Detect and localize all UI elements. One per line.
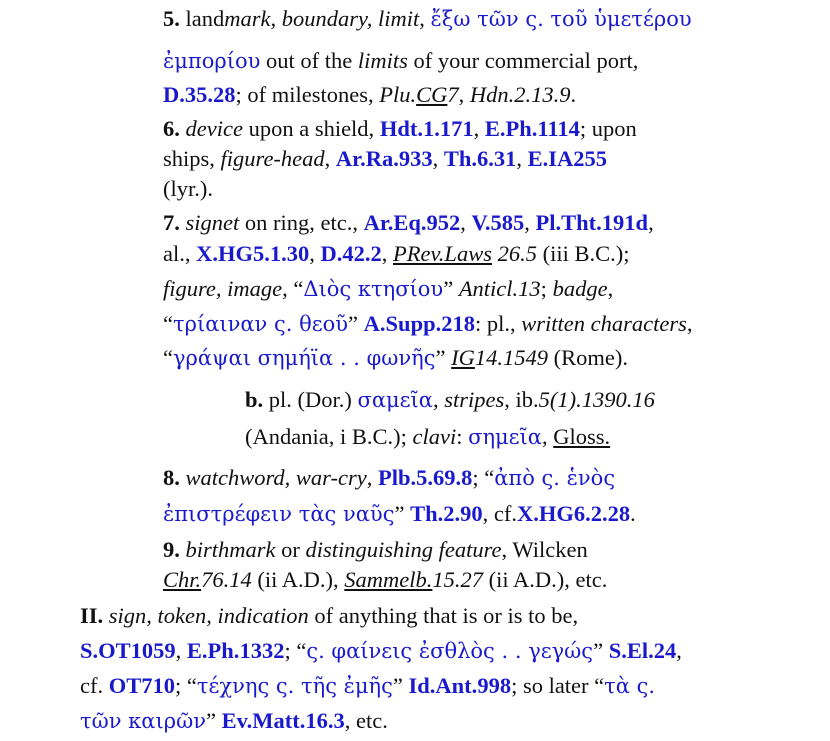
sense-9-line-2 xyxy=(163,565,607,595)
sense-9-line-1 xyxy=(163,535,588,565)
citation-link[interactable]: S. xyxy=(80,638,99,663)
greek-quote: τὰ ς. xyxy=(604,674,656,698)
text: , xyxy=(309,241,321,266)
sense-number: 9. xyxy=(163,537,180,562)
greek-quote: ἀπὸ ς. ἑνὸς xyxy=(494,466,616,490)
citation-link[interactable]: X. xyxy=(196,241,218,266)
text: ; “ xyxy=(175,673,197,698)
text: of anything that is or is to be, xyxy=(308,603,579,628)
text: : pl., xyxy=(474,311,522,336)
citation-text: PRev.Laws xyxy=(393,241,492,266)
citation-link[interactable]: Ant. xyxy=(435,673,478,698)
sense-6-line-1 xyxy=(163,114,637,144)
citation-text: Sammelb. xyxy=(344,567,433,592)
text: land xyxy=(179,6,225,31)
citation-link[interactable]: Ph. xyxy=(505,116,538,141)
sense-8-line-2 xyxy=(163,499,636,529)
citation-link[interactable]: Supp. xyxy=(385,311,442,336)
citation-link[interactable]: Eq. xyxy=(393,210,427,235)
text: pl. (Dor.) xyxy=(263,387,358,412)
citation-link[interactable]: HG xyxy=(218,241,254,266)
citation-link[interactable]: E. xyxy=(186,638,208,663)
sense-number: b. xyxy=(245,387,264,412)
sense-7b-line-2 xyxy=(245,422,610,452)
text: , ib. xyxy=(504,387,539,412)
citation-link[interactable]: 255 xyxy=(573,146,608,171)
text: ” xyxy=(443,276,459,301)
sense-number: 6. xyxy=(163,116,180,141)
text: ; “ xyxy=(472,465,495,490)
sense-6-line-2 xyxy=(163,144,607,174)
text: ” xyxy=(593,638,609,663)
citation-link[interactable]: 1059 xyxy=(130,638,176,663)
citation-text: Hdn.2.13.9 xyxy=(469,82,571,107)
citation-text: Gloss. xyxy=(553,424,611,449)
sense-7-line-3 xyxy=(163,274,613,304)
citation-text: Anticl.13 xyxy=(458,276,541,301)
sense-II-line-3 xyxy=(80,671,655,701)
text: , xyxy=(676,638,682,663)
sense-5-line-3 xyxy=(163,80,576,110)
text: (ii A.D.), xyxy=(251,567,345,592)
citation-link[interactable]: E. xyxy=(527,146,549,171)
citation-link[interactable]: Ar. xyxy=(335,146,366,171)
citation-link[interactable]: 933 xyxy=(398,146,433,171)
text: , xyxy=(419,6,431,31)
text: : xyxy=(456,424,469,449)
citation-text: 14.1549 xyxy=(474,345,549,370)
sense-7-line-5 xyxy=(163,343,628,373)
text: ” xyxy=(205,708,222,733)
text: , xyxy=(524,210,536,235)
text: cf. xyxy=(80,673,109,698)
text: , xyxy=(460,210,472,235)
citation-link[interactable]: Plb.5.69.8 xyxy=(377,465,473,490)
sense-7b-line-1 xyxy=(245,385,655,415)
definition: clavi xyxy=(412,424,457,449)
definition: written characters xyxy=(521,311,687,336)
text: ; so later “ xyxy=(511,673,605,698)
citation-text: Chr. xyxy=(163,567,202,592)
definition: mark, boundary, limit xyxy=(224,6,420,31)
sense-5-line-2 xyxy=(163,46,638,76)
citation-link[interactable]: D.35.28 xyxy=(163,82,236,107)
definition: badge xyxy=(552,276,608,301)
text: , xyxy=(381,241,394,266)
text: , xyxy=(686,311,693,336)
sense-7-line-2 xyxy=(163,239,629,269)
sense-6-line-3 xyxy=(163,174,213,204)
citation-text: Plu. xyxy=(379,82,417,107)
text: , Wilcken xyxy=(501,537,588,562)
text: al., xyxy=(163,241,197,266)
sense-II-line-2 xyxy=(80,636,682,666)
sense-number: 8. xyxy=(163,465,180,490)
greek-quote: Διὸς κτησίου xyxy=(303,277,444,301)
greek-quote: σαμεῖα xyxy=(357,388,433,412)
text: , xyxy=(366,465,378,490)
citation-text: 26.5 xyxy=(491,241,537,266)
text: , xyxy=(432,146,444,171)
citation-link[interactable]: HG xyxy=(538,501,574,526)
text: of your commercial port, xyxy=(407,48,639,73)
citation-link[interactable]: 998 xyxy=(477,673,512,698)
citation-link[interactable]: IA xyxy=(548,146,574,171)
citation-link[interactable]: Ar. xyxy=(363,210,394,235)
citation-link[interactable]: S. xyxy=(608,638,627,663)
text: ships, xyxy=(163,146,221,171)
text: , xyxy=(175,638,187,663)
citation-link[interactable]: V.585 xyxy=(471,210,525,235)
citation-link[interactable]: 710 xyxy=(141,673,175,698)
text: ; upon xyxy=(579,116,637,141)
definition: device xyxy=(185,116,243,141)
text: ; of milestones, xyxy=(235,82,380,107)
sense-8-line-1 xyxy=(163,463,615,493)
greek-quote: ἐμπορίου xyxy=(163,49,261,73)
citation-link[interactable]: 218 xyxy=(441,311,475,336)
text: (Rome). xyxy=(548,345,628,370)
text: (lyr.). xyxy=(163,176,213,201)
citation-text: 7 xyxy=(447,82,459,107)
sense-number: II. xyxy=(80,603,104,628)
greek-quote: ἐπιστρέφειν τὰς ναῦς xyxy=(163,502,395,526)
citation-link[interactable]: Tht. xyxy=(561,210,602,235)
sense-number: 7. xyxy=(163,210,180,235)
citation-link[interactable]: OT xyxy=(108,673,142,698)
greek-quote: τρίαιναν ς. θεοῦ xyxy=(173,312,349,336)
definition: sign, token, indication xyxy=(108,603,309,628)
text: , etc. xyxy=(344,708,388,733)
text: , xyxy=(648,210,654,235)
text: ; xyxy=(540,276,553,301)
definition: figure, image xyxy=(163,276,283,301)
definition: distinguishing feature xyxy=(305,537,502,562)
text: “ xyxy=(163,311,173,336)
text: . xyxy=(630,501,636,526)
text: (Andania, i B.C.); xyxy=(245,424,413,449)
text: upon a shield, xyxy=(242,116,380,141)
text: , “ xyxy=(282,276,304,301)
citation-link[interactable]: Th.6.31 xyxy=(443,146,517,171)
greek-quote: γράψαι σημήϊα . . φωνῆς xyxy=(173,346,436,370)
text: ” xyxy=(435,345,452,370)
greek-quote: σημεῖα xyxy=(468,425,542,449)
greek-quote: τῶν καιρῶν xyxy=(80,709,206,733)
citation-link[interactable]: Matt. xyxy=(252,708,306,733)
text: , cf. xyxy=(482,501,517,526)
text: , xyxy=(541,424,554,449)
definition: limits xyxy=(357,48,408,73)
citation-link[interactable]: Th.2.90 xyxy=(410,501,483,526)
text: , xyxy=(473,116,485,141)
citation-link[interactable]: X. xyxy=(516,501,539,526)
sense-number: 5. xyxy=(163,6,180,31)
citation-link[interactable]: Id. xyxy=(408,673,436,698)
citation-text: 76.14 xyxy=(201,567,252,592)
definition: watchword, war-cry xyxy=(185,465,367,490)
citation-link[interactable]: 6.2.28 xyxy=(573,501,631,526)
citation-text: IG xyxy=(451,345,475,370)
definition: stripes xyxy=(444,387,505,412)
text: ” xyxy=(348,311,364,336)
sense-II-line-4 xyxy=(80,706,388,736)
text: ; “ xyxy=(284,638,307,663)
greek-quote: τέχνης ς. τῆς ἐμῆς xyxy=(196,674,393,698)
citation-link[interactable]: Hdt.1.171 xyxy=(379,116,474,141)
text: “ xyxy=(163,345,173,370)
citation-link[interactable]: Ev. xyxy=(221,708,253,733)
citation-link[interactable]: 1114 xyxy=(537,116,580,141)
citation-link[interactable]: OT xyxy=(98,638,131,663)
text: or xyxy=(275,537,306,562)
citation-link[interactable]: 5.1.30 xyxy=(253,241,310,266)
citation-link[interactable]: D.42.2 xyxy=(320,241,382,266)
greek-quote: ς. φαίνεις ἐσθλὸς . . γεγώς xyxy=(306,639,594,663)
text: (iii B.C.); xyxy=(536,241,630,266)
citation-link[interactable]: A. xyxy=(363,311,386,336)
text: (ii A.D.), etc. xyxy=(483,567,608,592)
sense-II-line-1 xyxy=(80,601,578,631)
text: , xyxy=(432,387,445,412)
citation-link[interactable]: Pl. xyxy=(535,210,562,235)
definition: birthmark xyxy=(185,537,276,562)
text: ” xyxy=(392,673,409,698)
citation-link[interactable]: Ph. xyxy=(207,638,240,663)
text: . xyxy=(570,82,577,107)
citation-text: 15.27 xyxy=(432,567,484,592)
text: on ring, etc., xyxy=(239,210,364,235)
greek-quote: ἔξω τῶν ς. τοῦ ὑμετέρου xyxy=(430,7,692,31)
citation-link[interactable]: Ra. xyxy=(365,146,399,171)
text: ” xyxy=(394,501,411,526)
text: out of the xyxy=(260,48,358,73)
text: , xyxy=(516,146,528,171)
definition: signet xyxy=(185,210,240,235)
sense-7-line-1 xyxy=(163,208,654,238)
citation-link[interactable]: 191d xyxy=(601,210,649,235)
citation-link[interactable]: 1332 xyxy=(239,638,285,663)
text: , xyxy=(458,82,470,107)
citation-link[interactable]: El. xyxy=(626,638,654,663)
sense-7-line-4 xyxy=(163,309,692,339)
citation-text: 5(1).1390.16 xyxy=(538,387,655,412)
citation-link[interactable]: 952 xyxy=(426,210,461,235)
citation-link[interactable]: 16.3 xyxy=(305,708,345,733)
citation-text: CG xyxy=(416,82,448,107)
citation-link[interactable]: E. xyxy=(484,116,506,141)
sense-5-line-1 xyxy=(163,4,692,34)
definition: figure-head xyxy=(220,146,325,171)
text: , xyxy=(607,276,614,301)
text: , xyxy=(324,146,336,171)
citation-link[interactable]: 24 xyxy=(653,638,677,663)
